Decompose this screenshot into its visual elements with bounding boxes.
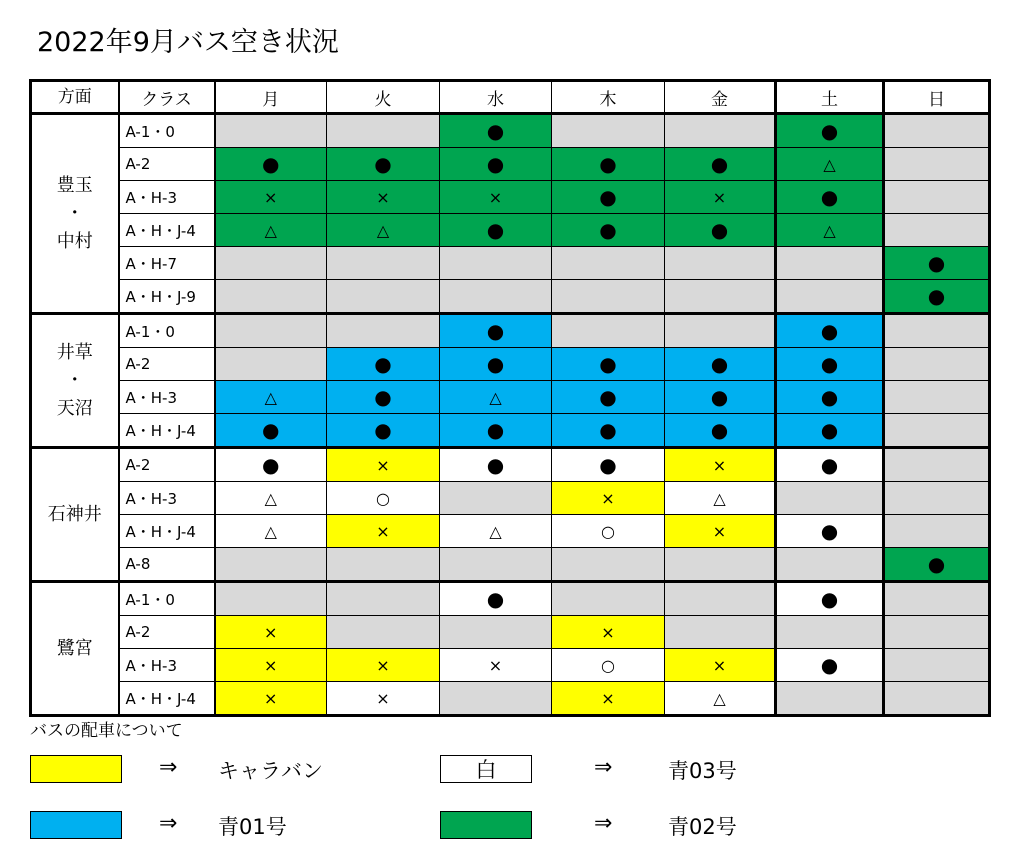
availability-cell <box>884 448 990 482</box>
area-name-line: 石神井 <box>47 503 102 525</box>
availability-symbol: ● <box>486 586 505 611</box>
availability-cell <box>327 616 440 649</box>
availability-symbol: ● <box>599 452 617 477</box>
table-row <box>31 247 990 280</box>
availability-symbol: ● <box>820 417 839 442</box>
availability-symbol: × <box>488 187 503 207</box>
availability-cell <box>776 582 884 616</box>
availability-cell <box>215 148 327 181</box>
availability-cell <box>776 682 884 716</box>
availability-cell <box>552 280 665 314</box>
availability-cell <box>215 348 327 381</box>
header-day: 土 <box>776 81 884 114</box>
availability-symbol: ● <box>820 384 839 409</box>
header-row <box>31 81 990 114</box>
availability-cell <box>215 448 327 482</box>
legend-label-ao03: 青03号 <box>668 759 737 783</box>
availability-cell <box>665 348 776 381</box>
availability-symbol: × <box>601 688 615 708</box>
availability-symbol: ● <box>710 417 729 442</box>
availability-symbol: ● <box>820 452 839 477</box>
availability-cell <box>327 482 440 515</box>
availability-cell <box>327 649 440 682</box>
availability-cell <box>665 548 776 582</box>
availability-symbol: × <box>712 187 727 207</box>
availability-cell <box>215 582 327 616</box>
availability-cell <box>327 280 440 314</box>
class-cell: A・H・J-4 <box>119 214 215 247</box>
availability-cell <box>215 314 327 348</box>
availability-symbol: × <box>264 655 278 675</box>
availability-cell <box>884 247 990 280</box>
area-name-line: 豊玉 <box>56 174 93 196</box>
availability-cell <box>884 280 990 314</box>
availability-cell <box>440 649 552 682</box>
availability-cell <box>552 348 665 381</box>
availability-cell <box>440 482 552 515</box>
class-cell: A-8 <box>119 548 215 582</box>
availability-cell <box>665 314 776 348</box>
availability-cell <box>776 381 884 414</box>
availability-cell <box>327 548 440 582</box>
header-day: 金 <box>665 81 776 114</box>
availability-cell <box>552 448 665 482</box>
availability-cell <box>440 247 552 280</box>
availability-symbol: × <box>712 521 727 541</box>
availability-symbol: × <box>376 655 390 675</box>
table-row <box>31 348 990 381</box>
availability-symbol: ● <box>710 384 729 409</box>
availability-cell <box>552 314 665 348</box>
table-row <box>31 682 990 716</box>
header-day: 水 <box>440 81 552 114</box>
availability-symbol: ○ <box>601 521 615 541</box>
availability-cell <box>665 682 776 716</box>
availability-symbol: △ <box>264 220 277 240</box>
table-row <box>31 414 990 448</box>
availability-symbol: ● <box>599 351 617 376</box>
availability-cell <box>552 482 665 515</box>
availability-cell <box>776 448 884 482</box>
availability-cell <box>552 649 665 682</box>
availability-cell <box>327 414 440 448</box>
availability-symbol: ● <box>927 551 946 576</box>
table-row <box>31 381 990 414</box>
availability-cell <box>776 114 884 148</box>
availability-cell <box>440 682 552 716</box>
availability-cell <box>440 448 552 482</box>
availability-cell <box>215 515 327 548</box>
availability-cell <box>440 314 552 348</box>
availability-cell <box>440 114 552 148</box>
class-cell: A・H・J-4 <box>119 515 215 548</box>
availability-cell <box>440 582 552 616</box>
availability-cell <box>552 247 665 280</box>
availability-cell <box>665 649 776 682</box>
availability-cell <box>552 214 665 247</box>
page-title: 2022年9月バス空き状況 <box>37 27 339 58</box>
availability-cell <box>776 616 884 649</box>
class-cell: A-2 <box>119 348 215 381</box>
availability-cell <box>776 314 884 348</box>
availability-symbol: ● <box>820 184 839 209</box>
table-row <box>31 616 990 649</box>
availability-cell <box>215 548 327 582</box>
class-cell: A-1・0 <box>119 314 215 348</box>
availability-cell <box>440 414 552 448</box>
availability-symbol: × <box>712 655 727 675</box>
availability-cell <box>327 682 440 716</box>
availability-cell <box>215 181 327 214</box>
header-class: クラス <box>119 81 215 114</box>
availability-symbol: ● <box>820 118 839 143</box>
availability-symbol: × <box>712 455 727 475</box>
availability-symbol: △ <box>823 220 836 240</box>
availability-cell <box>440 548 552 582</box>
availability-cell <box>215 381 327 414</box>
availability-cell <box>440 181 552 214</box>
availability-cell <box>884 548 990 582</box>
table-row <box>31 280 990 314</box>
availability-symbol: ● <box>820 586 839 611</box>
availability-cell <box>884 616 990 649</box>
table-row <box>31 148 990 181</box>
legend-label-caravan: キャラバン <box>218 759 323 783</box>
availability-symbol: × <box>376 187 390 207</box>
availability-cell <box>552 181 665 214</box>
availability-cell <box>215 682 327 716</box>
availability-cell <box>776 214 884 247</box>
availability-cell <box>776 280 884 314</box>
area-cell <box>31 314 119 448</box>
availability-cell <box>776 414 884 448</box>
availability-symbol: ● <box>710 151 729 176</box>
availability-symbol: ● <box>927 283 946 308</box>
legend-label-ao01: 青01号 <box>218 815 287 839</box>
availability-symbol: △ <box>489 521 502 541</box>
availability-symbol: ● <box>599 384 617 409</box>
availability-cell <box>552 114 665 148</box>
header-day: 日 <box>884 81 990 114</box>
availability-cell <box>665 482 776 515</box>
availability-cell <box>552 582 665 616</box>
legend-swatch-green <box>440 811 532 839</box>
arrow-icon: ⇒ <box>159 755 178 780</box>
class-cell: A・H・J-4 <box>119 414 215 448</box>
arrow-icon: ⇒ <box>594 811 613 836</box>
table-row <box>31 582 990 616</box>
header-day: 火 <box>327 81 440 114</box>
availability-cell <box>440 148 552 181</box>
area-cell <box>31 582 119 716</box>
availability-cell <box>665 582 776 616</box>
availability-cell <box>327 181 440 214</box>
legend-swatch-caravan <box>30 755 122 783</box>
area-name-line: ・ <box>65 202 84 224</box>
class-cell: A-2 <box>119 448 215 482</box>
table-row <box>31 181 990 214</box>
availability-cell <box>884 181 990 214</box>
class-cell: A・H-3 <box>119 649 215 682</box>
class-cell: A・H・J-9 <box>119 280 215 314</box>
availability-symbol: ● <box>374 351 392 376</box>
availability-cell <box>884 148 990 181</box>
arrow-icon: ⇒ <box>594 755 613 780</box>
availability-symbol: ● <box>599 417 617 442</box>
availability-cell <box>665 515 776 548</box>
availability-cell <box>552 682 665 716</box>
bus-availability-table <box>29 79 991 717</box>
availability-cell <box>884 314 990 348</box>
class-cell: A-2 <box>119 616 215 649</box>
legend-label-ao02: 青02号 <box>668 815 737 839</box>
availability-cell <box>665 214 776 247</box>
availability-symbol: ● <box>599 217 617 242</box>
availability-symbol: ● <box>262 452 280 477</box>
availability-cell <box>884 582 990 616</box>
availability-symbol: ○ <box>601 655 615 675</box>
area-cell <box>31 114 119 314</box>
availability-cell <box>665 181 776 214</box>
table-row <box>31 214 990 247</box>
class-cell: A・H-3 <box>119 381 215 414</box>
availability-symbol: △ <box>264 521 277 541</box>
availability-cell <box>884 515 990 548</box>
availability-symbol: ● <box>374 151 392 176</box>
availability-cell <box>665 280 776 314</box>
availability-cell <box>776 482 884 515</box>
availability-cell <box>327 582 440 616</box>
availability-cell <box>884 682 990 716</box>
availability-symbol: ● <box>486 417 505 442</box>
availability-symbol: ● <box>599 184 617 209</box>
availability-symbol: △ <box>264 387 277 407</box>
availability-symbol: ● <box>486 151 505 176</box>
availability-cell <box>215 649 327 682</box>
availability-symbol: ● <box>820 351 839 376</box>
table-row <box>31 548 990 582</box>
area-name-line: 中村 <box>56 230 93 252</box>
availability-symbol: ● <box>820 318 839 343</box>
availability-symbol: × <box>264 688 278 708</box>
class-cell: A・H-7 <box>119 247 215 280</box>
availability-cell <box>776 649 884 682</box>
header-day: 月 <box>215 81 327 114</box>
availability-cell <box>884 214 990 247</box>
availability-cell <box>776 548 884 582</box>
availability-symbol: × <box>264 187 278 207</box>
availability-symbol: ● <box>927 250 946 275</box>
class-cell: A-1・0 <box>119 582 215 616</box>
availability-symbol: ● <box>486 452 505 477</box>
availability-cell <box>776 515 884 548</box>
availability-symbol: ● <box>710 351 729 376</box>
legend-box-text-white: 白 <box>475 758 497 782</box>
availability-symbol: ● <box>374 384 392 409</box>
availability-cell <box>327 448 440 482</box>
table-row <box>31 515 990 548</box>
availability-cell <box>776 181 884 214</box>
availability-symbol: ● <box>262 151 280 176</box>
class-cell: A・H・J-4 <box>119 682 215 716</box>
legend-title: バスの配車について <box>30 721 183 741</box>
area-name-line: ・ <box>65 369 84 391</box>
availability-cell <box>665 414 776 448</box>
availability-cell <box>327 214 440 247</box>
legend-swatch-white <box>440 755 532 783</box>
availability-cell <box>552 381 665 414</box>
availability-cell <box>776 348 884 381</box>
availability-symbol: × <box>488 655 503 675</box>
availability-symbol: ● <box>262 417 280 442</box>
availability-symbol: △ <box>376 220 390 240</box>
availability-cell <box>327 114 440 148</box>
class-cell: A-1・0 <box>119 114 215 148</box>
availability-cell <box>327 348 440 381</box>
availability-symbol: × <box>376 521 390 541</box>
table-row <box>31 482 990 515</box>
availability-cell <box>884 348 990 381</box>
availability-cell <box>552 515 665 548</box>
availability-cell <box>665 114 776 148</box>
availability-cell <box>884 649 990 682</box>
availability-symbol: ○ <box>376 488 390 508</box>
table-row <box>31 114 990 148</box>
availability-symbol: × <box>376 688 390 708</box>
availability-cell <box>327 381 440 414</box>
availability-cell <box>327 148 440 181</box>
availability-cell <box>552 148 665 181</box>
availability-cell <box>665 148 776 181</box>
availability-symbol: ● <box>820 518 839 543</box>
class-cell: A・H-3 <box>119 482 215 515</box>
availability-cell <box>215 616 327 649</box>
area-name-line: 天沼 <box>56 397 93 419</box>
availability-symbol: ● <box>486 351 505 376</box>
availability-symbol: ● <box>374 417 392 442</box>
arrow-icon: ⇒ <box>159 811 178 836</box>
availability-symbol: ● <box>710 217 729 242</box>
availability-cell <box>552 414 665 448</box>
availability-cell <box>776 247 884 280</box>
availability-cell <box>440 381 552 414</box>
availability-cell <box>327 515 440 548</box>
area-name-line: 鷺宮 <box>56 637 93 659</box>
availability-symbol: × <box>601 622 615 642</box>
availability-cell <box>665 381 776 414</box>
availability-cell <box>665 247 776 280</box>
availability-cell <box>552 616 665 649</box>
availability-symbol: △ <box>264 488 277 508</box>
availability-symbol: △ <box>823 154 836 174</box>
availability-cell <box>884 381 990 414</box>
availability-cell <box>440 616 552 649</box>
table-row <box>31 649 990 682</box>
availability-symbol: × <box>601 488 615 508</box>
availability-cell <box>884 482 990 515</box>
header-area: 方面 <box>31 81 119 114</box>
availability-symbol: △ <box>713 488 726 508</box>
legend-swatch-blue <box>30 811 122 839</box>
availability-symbol: × <box>376 455 390 475</box>
class-cell: A・H-3 <box>119 181 215 214</box>
availability-cell <box>215 114 327 148</box>
availability-cell <box>552 548 665 582</box>
availability-cell <box>215 247 327 280</box>
availability-cell <box>327 314 440 348</box>
availability-symbol: ● <box>486 318 505 343</box>
availability-cell <box>884 114 990 148</box>
availability-cell <box>884 414 990 448</box>
availability-symbol: ● <box>486 217 505 242</box>
area-name-line: 井草 <box>56 341 93 363</box>
availability-symbol: △ <box>489 387 502 407</box>
availability-symbol: ● <box>599 151 617 176</box>
class-cell: A-2 <box>119 148 215 181</box>
availability-cell <box>665 616 776 649</box>
availability-cell <box>440 214 552 247</box>
availability-cell <box>215 414 327 448</box>
availability-cell <box>440 280 552 314</box>
area-cell <box>31 448 119 582</box>
availability-symbol: × <box>264 622 278 642</box>
header-day: 木 <box>552 81 665 114</box>
table-row <box>31 448 990 482</box>
availability-symbol: ● <box>820 652 839 677</box>
availability-symbol: ● <box>486 118 505 143</box>
availability-cell <box>215 280 327 314</box>
availability-cell <box>665 448 776 482</box>
availability-cell <box>440 515 552 548</box>
availability-cell <box>327 247 440 280</box>
table-row <box>31 314 990 348</box>
availability-cell <box>215 482 327 515</box>
availability-cell <box>215 214 327 247</box>
availability-cell <box>776 148 884 181</box>
availability-cell <box>440 348 552 381</box>
availability-symbol: △ <box>713 688 726 708</box>
